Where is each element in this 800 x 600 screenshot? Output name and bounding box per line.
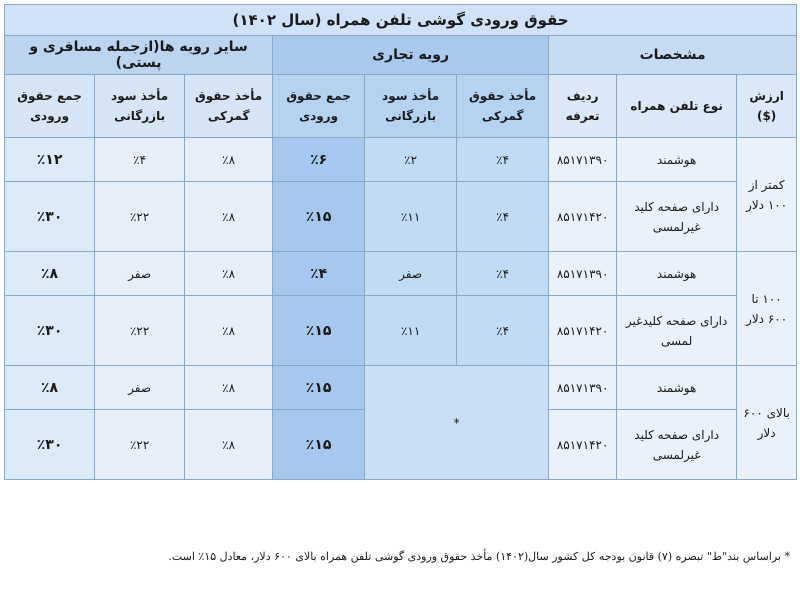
commercial-total-cell: ٪۴ [273,252,365,296]
other-total-cell: ٪۳۰ [5,410,95,480]
other-profit-cell: ٪۲۲ [95,182,185,252]
table-title: حقوق ورودی گوشی تلفن همراه (سال ۱۴۰۲) [5,5,797,36]
other-total-cell: ٪۱۲ [5,138,95,182]
other-customs-cell: ٪۸ [185,410,273,480]
other-total-cell: ٪۸ [5,252,95,296]
header-value: ارزش ($) [737,75,797,138]
value-range-cell: کمتر از ۱۰۰ دلار [737,138,797,252]
other-profit-cell: صفر [95,252,185,296]
commercial-total-cell: ٪۱۵ [273,182,365,252]
value-range-cell: ۱۰۰ تا ۶۰۰ دلار [737,252,797,366]
other-profit-cell: ٪۲۲ [95,410,185,480]
tariff-cell: ۸۵۱۷۱۴۲۰ [549,182,617,252]
commercial-customs-cell: ٪۴ [457,252,549,296]
header-commercial-profit: مأخذ سود بازرگانی [365,75,457,138]
commercial-total-cell: ٪۶ [273,138,365,182]
header-commercial-total: جمع حقوق ورودی [273,75,365,138]
other-profit-cell: صفر [95,366,185,410]
table-row [5,366,797,410]
table-row [5,252,797,296]
tariff-table-frame [4,4,796,480]
other-customs-cell: ٪۸ [185,296,273,366]
table-row [5,296,797,366]
header-other-total: جمع حقوق ورودی [5,75,95,138]
commercial-customs-cell: ٪۴ [457,182,549,252]
other-customs-cell: ٪۸ [185,252,273,296]
group-commercial: رویه تجاری [273,36,549,75]
header-tariff: ردیف تعرفه [549,75,617,138]
commercial-total-cell: ٪۱۵ [273,410,365,480]
table-row [5,138,797,182]
commercial-customs-cell: ٪۴ [457,296,549,366]
commercial-profit-cell: ٪۱۱ [365,182,457,252]
merged-note-cell: * [365,366,549,480]
other-total-cell: ٪۳۰ [5,296,95,366]
value-range-cell: بالای ۶۰۰ دلار [737,366,797,480]
other-customs-cell: ٪۸ [185,366,273,410]
commercial-total-cell: ٪۱۵ [273,296,365,366]
tariff-cell: ۸۵۱۷۱۳۹۰ [549,366,617,410]
other-customs-cell: ٪۸ [185,138,273,182]
phone-type-cell: دارای صفحه کلید غیرلمسی [617,410,737,480]
tariff-cell: ۸۵۱۷۱۳۹۰ [549,138,617,182]
group-specs: مشخصات [549,36,797,75]
commercial-total-cell: ٪۱۵ [273,366,365,410]
other-total-cell: ٪۳۰ [5,182,95,252]
commercial-customs-cell: ٪۴ [457,138,549,182]
phone-type-cell: دارای صفحه کلید غیرلمسی [617,182,737,252]
header-commercial-customs: مأخذ حقوق گمرکی [457,75,549,138]
import-duties-table [4,4,797,480]
phone-type-cell: هوشمند [617,138,737,182]
tariff-cell: ۸۵۱۷۱۴۲۰ [549,296,617,366]
table-row [5,182,797,252]
phone-type-cell: دارای صفحه کلیدغیر لمسی [617,296,737,366]
other-total-cell: ٪۸ [5,366,95,410]
tariff-cell: ۸۵۱۷۱۴۲۰ [549,410,617,480]
commercial-profit-cell: صفر [365,252,457,296]
header-phone-type: نوع تلفن همراه [617,75,737,138]
phone-type-cell: هوشمند [617,366,737,410]
other-customs-cell: ٪۸ [185,182,273,252]
phone-type-cell: هوشمند [617,252,737,296]
header-other-profit: مأخذ سود بازرگانی [95,75,185,138]
tariff-cell: ۸۵۱۷۱۳۹۰ [549,252,617,296]
commercial-profit-cell: ٪۱۱ [365,296,457,366]
group-other: سایر رویه ها(ازجمله مسافری و پستی) [5,36,273,75]
other-profit-cell: ٪۴ [95,138,185,182]
header-other-customs: مأخذ حقوق گمرکی [185,75,273,138]
commercial-profit-cell: ٪۲ [365,138,457,182]
other-profit-cell: ٪۲۲ [95,296,185,366]
footnote: * براساس بند"ط" تبصره (۷) قانون بودجه کل کشور سال(۱۴۰۲) مأخذ حقوق ورودی گوشی تلفن همراه بالای ۶۰۰ دلار، معادل ۱۵٪ است. [168,550,790,563]
